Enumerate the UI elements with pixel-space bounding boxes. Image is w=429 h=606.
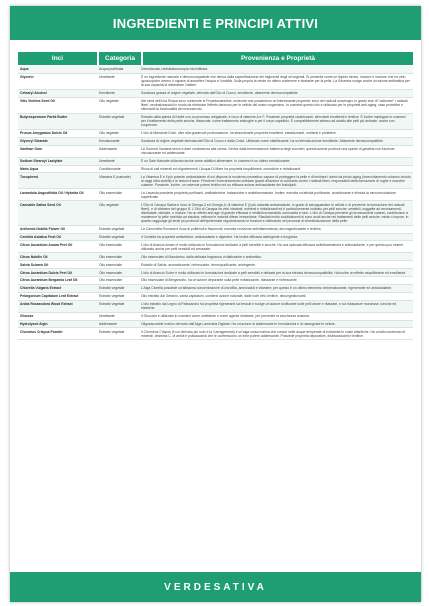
ingredient-properties: Olio estratto dal Geranio, vanta capitatum, contiene azione naturale, dalle note virtù lenitive, decongestionanti. [141, 294, 307, 299]
ingredient-name: Cannabis Sativa Seed Oil [20, 202, 61, 207]
table-row [18, 241, 413, 253]
ingredient-properties: L'Olio di Canapa Sativa è ricco di Omega-3 ed Omega-6, di vitamina E (il più naturale antiossidante, in grado di salvaguardare le cellule e di prevenire la formazione dei radicali liberi), e di vitamine del gruppo B. L'Olio di Canapa ha virtù idratanti, nutrienti e rivitalizzanti ed è particolarmente indicato per pelli secche, sensibili, soggette ad arrossamenti, disidratate, delicate, o mature. Ha un effetto anti-age di grande efficacia e restitutiva elasticità, luminosità e tono. L'olio di Canapa previene gli arrossamenti cutanei, contribuisce a mantenere la pelle morbida ad elastica, rafforza le naturali difese immunitarie. Risultati molto soddisfacenti si sono avuti anche nei trattamenti delle pelli secche, miste o impure, in quanto raggiunge gli strati più profondi dell'epidermide regolarizzando le funzioni e riattivando nei processi di cheratinizzazione della pelle. [141, 202, 409, 224]
ingredient-category: Estratto vegetale [99, 234, 125, 239]
ingredient-name: Aniba Rosaeodora Wood Extract [20, 302, 73, 307]
ingredient-properties: La Camomilla Romana è ricca di polifenoli e flavonoidi, esercita un'azione antinfiammatoria, decongestionante e lenitiva. [141, 227, 322, 232]
ingredient-name: Aqua [20, 67, 29, 72]
ingredient-properties: Il Centella ha proprietà antisettiche, antiossidante e digestive. Ha inoltre efficacia astringente e fungicida. [141, 234, 298, 239]
ingredient-properties: L'olio di Mandorle Dolci, oltre alla gradevole profumazione, ha straordinarie proprietà emollienti, elasticizzanti, nutrienti e protettive. [141, 131, 337, 136]
ingredient-category: Estratto vegetale [99, 329, 125, 334]
ingredient-properties: Estratto dalla pianta di Karité con un processo artigianale, è ricco di vitamine A e F. Possiede proprietà cicatrizzanti, stimolanti emollienti e lenitive. È inoltre impiegato in cosmesi per il trattamento della pelle secche, dissecate, come trattamento antirughe e per il corpo capelluto. È compatibilmente adesso ad adatto alle pelli più delicate, anche con couperose. [141, 115, 406, 128]
header-inci: Inci [18, 52, 97, 65]
ingredient-category: Olio vegetale [99, 99, 119, 104]
table-row [18, 261, 413, 269]
ingredient-name: Sodium Stearoyl Lactylate [20, 159, 63, 164]
table-row [18, 114, 413, 130]
table-row [18, 90, 413, 98]
ingredient-name: Glycerin [20, 75, 34, 80]
ingredient-properties: Sostanza di origine vegetale derivata dall'Olio di Cocco e dalla Colza. Utilizzato come stabilizzante, ha un'elevata azione emolliente. Altamente dermocompatibile. [141, 139, 384, 144]
ingredient-category: Umettante [99, 314, 115, 319]
ingredient-properties: Demolizzata, reidratataroscopia microfiltrata. [141, 67, 209, 72]
ingredient-category: Olio essenziale [99, 190, 122, 195]
header-category: Categoria [99, 52, 141, 65]
ingredient-properties: Oligosaccaride marino derivato dall'Alga Laminaria Digitata. Ha un'azione di addensante le formulazioni e di rassegnare le cellule. [141, 321, 336, 326]
ingredient-properties: È un ingrediente naturale e dermocompatibile che deriva dalla saponificazione dei trigliceridi degli oli vegetali. Si presenta come un liquido denso, inodore e incolore che ha virtù igroscopiche ovvero è capace di assorbire l'acqua e l'umidità. Sulla propria la rende un ottimo sostenere e idratante per la pelle. La Glicerina svolge anche un'azione antibattica per la sua capacità di disidratare i batteri. [141, 75, 410, 88]
ingredient-category: Addensante [99, 321, 118, 326]
ingredient-category: Emulsionante [99, 139, 120, 144]
table-row [18, 301, 413, 313]
ingredient-category: Estratto vegetale [99, 227, 125, 232]
table-header [18, 52, 413, 65]
ingredient-properties: Il Glucosio è utilizzato in cosmesi come umettante e come agente idratante, per prevenire la secchezza cutanea. [141, 314, 310, 319]
ingredient-category: Olio essenziale [99, 278, 122, 283]
table-row [18, 74, 413, 90]
ingredient-name: Pelargonium Capitatum Leaf Extract [20, 294, 79, 299]
poster [10, 6, 421, 602]
ingredient-name: Anthemis Nobilis Flower Oil [20, 227, 66, 232]
ingredient-name: Salvia Sclarea Oil [20, 262, 49, 267]
ingredient-properties: Olio essenziale di Bergamotto, ha un'azione depurante sulla pelle rivitalizzante, rilassante e rinfrescante. [141, 278, 298, 283]
ingredient-category: Acqua purificata [99, 67, 124, 72]
ingredient-name: Citrus Aurantium Dulcis Peel Oil [20, 270, 73, 275]
ingredient-name: Citrus Aurantium Amara Peel Oil [20, 242, 73, 247]
footer-bar [10, 572, 421, 602]
table-row [18, 189, 413, 201]
table-row [18, 166, 413, 174]
table-row [18, 138, 413, 146]
table-row [18, 146, 413, 158]
ingredient-category: Vitamina E (naturale) [99, 174, 131, 179]
ingredient-properties: Sostanza grassa di origine vegetale, derivata dall'Olio di Cocco, emolliente, altamente dermocompatibile. [141, 91, 299, 96]
page-title: INGREDIENTI E PRINCIPI ATTIVI [112, 15, 319, 31]
ingredient-name: Tocopherol [20, 174, 39, 179]
ingredient-name: Chlorella Vulgaris Extract [20, 286, 62, 291]
table-row [18, 98, 413, 114]
ingredient-name: Prunus Amygdalus Dulcis Oil [20, 131, 68, 136]
ingredient-name: Citrus Aurantium Bergamia Leaf Oil [20, 278, 78, 283]
ingredient-name: Glucose [20, 314, 34, 319]
table-row [18, 293, 413, 301]
ingredient-category: Umettante [99, 75, 115, 80]
ingredient-properties: Nei semi dell'Uva Rossa sono contenute le Proantocianidine, molecole che possiedono un'interessante proprietà: sono dei radicali scavenger, in grado cioè di "catturare" i radicali liberi, neutralizzandoli in modo da eliminare l'effetto dannoso per le cellule del nostro organismo. In cosmesi questo olio è utilizzato per le proprietà anti-aging, saso protettive e stimolanti la funzionalità del microcircolo. [141, 99, 408, 112]
ingredient-properties: L'olio di Arancio Amaro è molto utilizzato in formulazioni dedicate a pelli sensibili e secche. Ha una spiccata efficacia antinfiammatoria e antiossidante, e per questo può essere utilizzato anche per pelli sensibili ed arrossate. [141, 242, 404, 251]
ingredient-properties: Ricca di sali minerali ed oligoelementi, l'Acqua Di Mare ha proprietà riequilibranti, osmotiche e rivitalizzanti. [141, 166, 302, 171]
ingredient-category: Emolliente [99, 91, 115, 96]
ingredient-name: Maris Aqua [20, 166, 39, 171]
ingredient-name: Centella Asiatica Fruit Oil [20, 234, 61, 239]
brand-logo-text: VERDESATIVA [164, 581, 267, 593]
ingredient-name: Glyceryl Stearate [20, 139, 48, 144]
ingredient-properties: Il Chondrus Crispus (il cui derivato più noto è la Carrageenina) è un'alga rossa marina che cresce nelle acque temperate di entrambe le coste atlantiche. Ha un'alto contenuto di minerali, vitamina C, di amidi e polisaccaridi che le conferiscono un forte potere addensante. Possiede proprietà depurative, disintossicanti e lenitive. [141, 329, 406, 338]
header-properties: Provenienza e Proprietà [143, 52, 413, 65]
ingredient-properties: È un Sale Naturale utilizzato anche come additivo alimentare. In cosmesi è un ottimo emulsionante. [141, 159, 291, 164]
ingredient-name: Cetearyl Alcohol [20, 91, 47, 96]
ingredient-category: Addensante [99, 147, 118, 152]
title-bar [10, 6, 421, 40]
table-row [18, 313, 413, 321]
ingredient-name: Xanthan Gum [20, 147, 43, 152]
ingredient-name: Lavandula Angustifolia Oil / Hybrida Oil [20, 190, 84, 195]
ingredient-category: Estratto vegetale [99, 302, 125, 307]
ingredient-category: Olio essenziale [99, 270, 122, 275]
ingredient-category: Olio vegetale [99, 131, 119, 136]
ingredient-properties: Estratto di Salvia, aromatizzante, rinfrescante, dermopurificante, astringente. [141, 262, 256, 267]
ingredient-properties: Olio essenziale di Mandarino, dalla delicata fragranza, rivitalizzante e antisettico. [141, 254, 262, 259]
table-row [18, 328, 413, 340]
table-row [18, 269, 413, 277]
table-row [18, 226, 413, 234]
ingredient-category: Olio essenziale [99, 262, 122, 267]
ingredient-properties: La Vitamina E è il più potente antiossidante di cui dispone la moderna cosmetica; capace di proteggere la pelle e di lenirlare i danni da photo-aging (invecchiamento cutaneo dovuto ai raggi ultra-violetti) e le lesioni d'acne. Previene l'invecchiamento cellulare grazie all'azione di contrasto contro i radicali liberi, responsabili della formazione di rughe e macchie cutanee. Possiede, inoltre, un notevole potere lenitivo ed un efficace azione antiossidante dei fosfolipidi. [141, 174, 411, 187]
ingredient-category: Estratto vegetale [99, 115, 125, 120]
table-row [18, 66, 413, 74]
ingredient-category: Condizionante [99, 166, 121, 171]
ingredient-properties: L'olio estratto dal Legno di Palissandro ha proprietà rigeneranti sui tessuti e svolge un'azione tonificante sulle pelli atone e rilassate, e sui rilassature mordosse, toniche ed elastiche. [141, 302, 397, 311]
table-row [18, 285, 413, 293]
ingredient-properties: L'Alga Clorella possiede un'altissima concentrazione di clorofilla, aminoacidi e vitamine; per questo è un ottimo elemento rimineralizzante, rigenerante ed antiossidante. [141, 286, 393, 291]
table-row [18, 201, 413, 225]
table-row [18, 158, 413, 166]
ingredient-category: Olio essenziale [99, 242, 122, 247]
ingredient-name: Chondrus Crispus Powder [20, 329, 63, 334]
ingredient-category: Umettante [99, 159, 115, 164]
ingredient-category: Estratto vegetale [99, 286, 125, 291]
table-body [18, 66, 413, 340]
ingredient-name: Citrus Nobilis Oil [20, 254, 48, 259]
ingredient-category: Estratto vegetale [99, 294, 125, 299]
table-row [18, 321, 413, 329]
table-row [18, 234, 413, 242]
table-row [18, 253, 413, 261]
ingredient-properties: La Gomma Xantana serve a dare consistenza alla crema. Deriva dalla fermentazione batterica degli zuccheri; questa azione produce una specie di gelatina con funzione viscosizzante ed addensante. [141, 147, 395, 156]
table-row [18, 173, 413, 189]
ingredient-category: Olio essenziale [99, 254, 122, 259]
table-row [18, 130, 413, 138]
ingredient-properties: La Lavanda possiede proprietà purificanti, antibatteriche, balsamiche e antinfiammatorie. Inoltre, esercita un'attività purificante, cicatrizzante e stimola la microcircolazione superficiale. [141, 190, 396, 199]
ingredients-table [18, 52, 413, 568]
table-row [18, 277, 413, 285]
ingredient-category: Olio vegetale [99, 202, 119, 207]
ingredient-name: Butyrospermum Parkii Butter [20, 115, 68, 120]
ingredient-name: Hydrolyzed Algin [20, 321, 48, 326]
ingredient-name: Vitis Vinifera Seed Oil [20, 99, 55, 104]
ingredient-properties: L'olio di Arancio Dolce è molto utilizzato in formulazioni dedicate a pelli sensibili e delicate per la sua elevata dermocompatibilità. Ha inoltre un effetto riequilibrante ed emolliente. [141, 270, 407, 275]
